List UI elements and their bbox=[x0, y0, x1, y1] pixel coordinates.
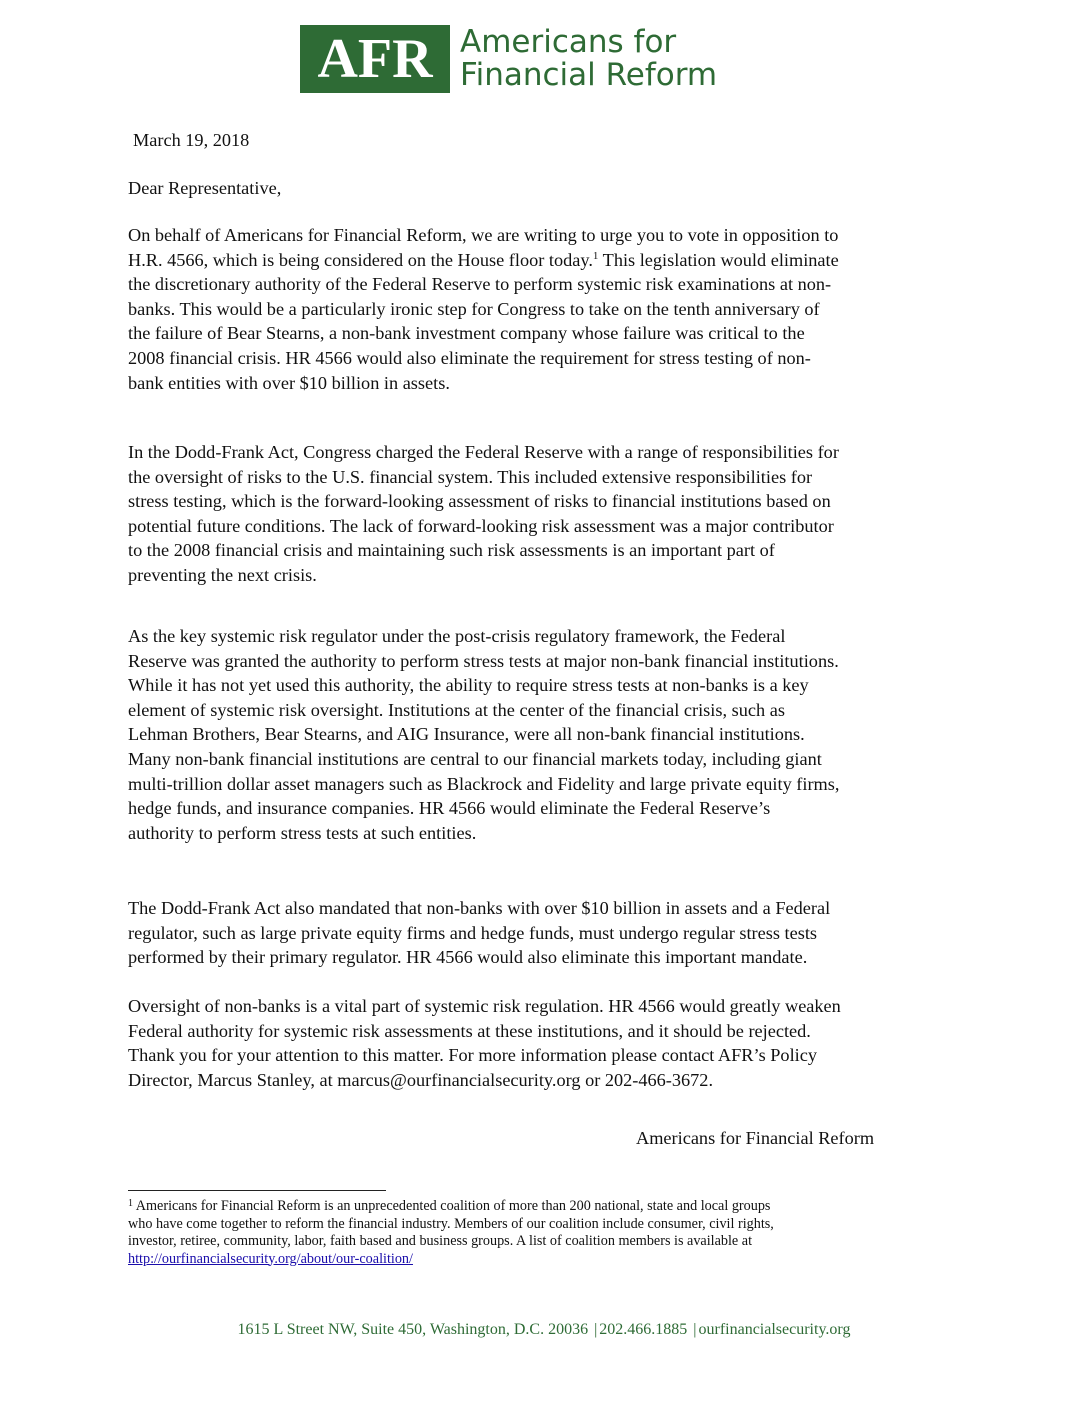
footnote bbox=[128, 1198, 968, 1268]
logo-name-line1: Americans for bbox=[460, 24, 677, 60]
coalition-link[interactable]: http://ourfinancialsecurity.org/about/our-coalition/ bbox=[128, 1250, 413, 1267]
logo-box bbox=[300, 25, 450, 93]
paragraph-line: banks. This would be a particularly ironic step for Congress to take on the tenth anniversary of bbox=[128, 298, 820, 319]
paragraph-line: hedge funds, and insurance companies. HR 4566 would eliminate the Federal Reserve’s bbox=[128, 798, 771, 819]
afr-logo bbox=[300, 24, 717, 94]
paragraph-line: potential future conditions. The lack of forward-looking risk assessment was a major contributor bbox=[128, 515, 834, 536]
paragraph-line-head: H.R. 4566, which is being considered on the House floor today. bbox=[128, 249, 593, 270]
paragraph-line-tail: This legislation would eliminate bbox=[598, 249, 839, 270]
footnote-line: investor, retiree, community, labor, faith based and business groups. A list of coalition members is available at bbox=[128, 1233, 753, 1249]
footnote-number: 1 bbox=[128, 1198, 133, 1209]
paragraph-line: to the 2008 financial crisis and maintaining such risk assessments is an important part of bbox=[128, 540, 775, 561]
paragraph-line: multi-trillion dollar asset managers such as Blackrock and Fidelity and large private equity firms, bbox=[128, 773, 840, 794]
paragraph-line: Many non-bank financial institutions are central to our financial markets today, including giant bbox=[128, 748, 822, 769]
logo-organization-name bbox=[460, 26, 717, 92]
footer-website: ourfinancialsecurity.org bbox=[698, 1321, 851, 1338]
paragraph-line: Lehman Brothers, Bear Stearns, and AIG Insurance, were all non-bank financial institutions. bbox=[128, 724, 805, 745]
footnote-line-text: Americans for Financial Reform is an unprecedented coalition of more than 200 national, state and local groups bbox=[133, 1198, 771, 1214]
paragraph-line: element of systemic risk oversight. Institutions at the center of the financial crisis, such as bbox=[128, 699, 785, 720]
paragraph-line: performed by their primary regulator. HR 4566 would also eliminate this important mandate. bbox=[128, 947, 808, 968]
paragraph-line: authority to perform stress tests at such entities. bbox=[128, 822, 477, 843]
footer-separator: | bbox=[693, 1321, 697, 1338]
letter-salutation: Dear Representative, bbox=[128, 178, 282, 198]
paragraph-line: On behalf of Americans for Financial Reform, we are writing to urge you to vote in opposition to bbox=[128, 225, 839, 245]
paragraph-line: the discretionary authority of the Federal Reserve to perform systemic risk examinations at non- bbox=[128, 274, 832, 295]
logo-name-line2: Financial Reform bbox=[460, 57, 718, 93]
footnote-line: who have come together to reform the financial industry. Members of our coalition include consumer, civil rights, bbox=[128, 1215, 774, 1232]
letter-signature: Americans for Financial Reform bbox=[636, 1128, 875, 1148]
paragraph-line: As the key systemic risk regulator under the post-crisis regulatory framework, the Federal bbox=[128, 626, 786, 646]
paragraph-2 bbox=[128, 440, 966, 588]
paragraph-4 bbox=[128, 896, 966, 970]
paragraph-line: In the Dodd-Frank Act, Congress charged the Federal Reserve with a range of responsibilities for bbox=[128, 442, 839, 462]
paragraph-line bbox=[128, 248, 966, 273]
paragraph-line: While it has not yet used this authority, the ability to require stress tests at non-banks is a key bbox=[128, 675, 809, 696]
paragraph-line: 2008 financial crisis. HR 4566 would also eliminate the requirement for stress testing of non- bbox=[128, 347, 811, 368]
paragraph-line: regulator, such as large private equity firms and hedge funds, must undergo regular stress tests bbox=[128, 922, 818, 943]
paragraph-5 bbox=[128, 994, 966, 1092]
logo-abbr: AFR bbox=[317, 28, 433, 90]
footer-phone: 202.466.1885 bbox=[599, 1321, 688, 1338]
footnote-line bbox=[128, 1198, 968, 1216]
footnote-line bbox=[128, 1251, 968, 1269]
paragraph-3 bbox=[128, 624, 966, 845]
paragraph-line: the failure of Bear Stearns, a non-bank investment company whose failure was critical to the bbox=[128, 323, 805, 344]
paragraph-line: Federal authority for systemic risk assessments at these institutions, and it should be rejected. bbox=[128, 1020, 811, 1041]
paragraph-line: stress testing, which is the forward-looking assessment of risks to financial institutions based on bbox=[128, 491, 831, 512]
footer-contact bbox=[0, 1320, 1088, 1340]
paragraph-line: Reserve was granted the authority to perform stress tests at major non-bank financial institutions. bbox=[128, 650, 839, 671]
paragraph-line: Thank you for your attention to this matter. For more information please contact AFR’s Policy bbox=[128, 1045, 817, 1066]
paragraph-line: preventing the next crisis. bbox=[128, 564, 317, 585]
footer-separator: | bbox=[594, 1321, 598, 1338]
paragraph-1 bbox=[128, 223, 966, 395]
paragraph-line: Director, Marcus Stanley, at marcus@ourfinancialsecurity.org or 202-466-3672. bbox=[128, 1069, 714, 1090]
footnote-reference: 1 bbox=[592, 249, 599, 262]
paragraph-line: bank entities with over $10 billion in assets. bbox=[128, 372, 450, 393]
paragraph-line: Oversight of non-banks is a vital part of systemic risk regulation. HR 4566 would greatly weaken bbox=[128, 996, 841, 1016]
letter-date: March 19, 2018 bbox=[133, 130, 250, 150]
paragraph-line: the oversight of risks to the U.S. financial system. This included extensive responsibilities for bbox=[128, 466, 813, 487]
paragraph-line: The Dodd-Frank Act also mandated that non-banks with over $10 billion in assets and a Federal bbox=[128, 898, 831, 918]
footnote-divider bbox=[128, 1190, 386, 1191]
footer-address: 1615 L Street NW, Suite 450, Washington, D.C. 20036 bbox=[237, 1321, 589, 1338]
